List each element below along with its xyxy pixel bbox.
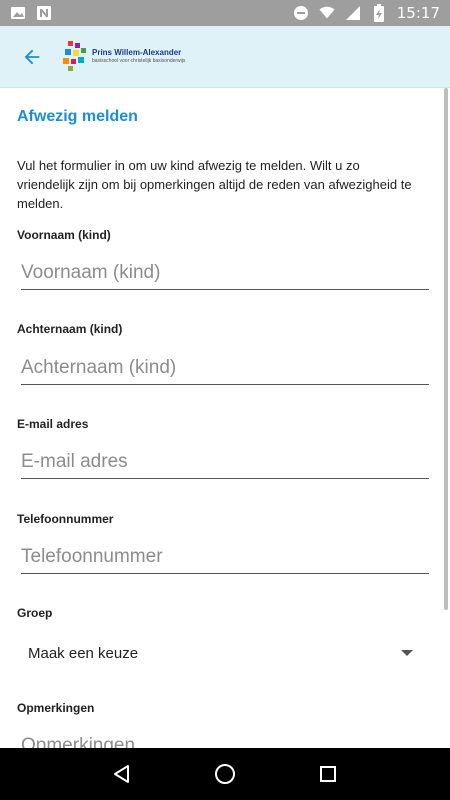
recents-square-icon — [319, 765, 337, 783]
do-not-disturb-icon — [293, 5, 309, 21]
status-left — [10, 5, 52, 21]
image-icon — [10, 5, 26, 21]
group-select-value: Maak een keuze — [28, 644, 139, 662]
first-name-label: Voornaam (kind) — [17, 228, 111, 242]
status-right — [293, 4, 440, 22]
email-label: E-mail adres — [17, 417, 89, 431]
logo-title: Prins Willem-Alexander — [92, 48, 182, 57]
intro-text: Vul het formulier in om uw kind afwezig te melden. Wilt u zo vriendelijk zijn om bij opmerkingen altijd de reden van afwezigheid te melden. — [17, 158, 412, 211]
nav-back-button[interactable] — [102, 754, 142, 794]
n-notification-icon — [36, 5, 52, 21]
last-name-label: Achternaam (kind) — [17, 322, 123, 336]
wifi-icon — [319, 5, 335, 21]
group-label: Groep — [17, 606, 53, 620]
app-bar — [0, 26, 450, 88]
scrollbar[interactable] — [444, 88, 448, 610]
back-triangle-icon — [112, 764, 132, 784]
school-logo — [62, 41, 185, 73]
nav-home-button[interactable] — [205, 754, 245, 794]
logo-subtitle: basisschool voor christelijk basisonderwijs — [92, 58, 186, 64]
arrow-left-icon — [21, 46, 43, 68]
logo-text — [92, 49, 185, 64]
page-title: Afwezig melden — [17, 108, 138, 125]
remarks-label: Opmerkingen — [17, 701, 95, 715]
phone-input[interactable] — [21, 540, 429, 574]
nav-bar — [0, 748, 450, 800]
back-button[interactable] — [12, 37, 52, 77]
signal-icon — [345, 5, 361, 21]
email-input[interactable] — [21, 445, 429, 479]
phone-label: Telefoonnummer — [17, 512, 114, 526]
first-name-input[interactable] — [21, 256, 429, 290]
form-content[interactable] — [0, 88, 450, 748]
nav-recents-button[interactable] — [308, 754, 348, 794]
logo-blocks-icon — [62, 41, 88, 73]
status-bar — [0, 0, 450, 26]
last-name-input[interactable] — [21, 351, 429, 385]
status-time: 15:17 — [396, 4, 440, 22]
group-select[interactable] — [17, 636, 421, 670]
battery-icon — [371, 5, 387, 21]
remarks-input[interactable] — [21, 729, 429, 748]
dropdown-arrow-icon — [401, 650, 413, 656]
home-circle-icon — [214, 763, 236, 785]
